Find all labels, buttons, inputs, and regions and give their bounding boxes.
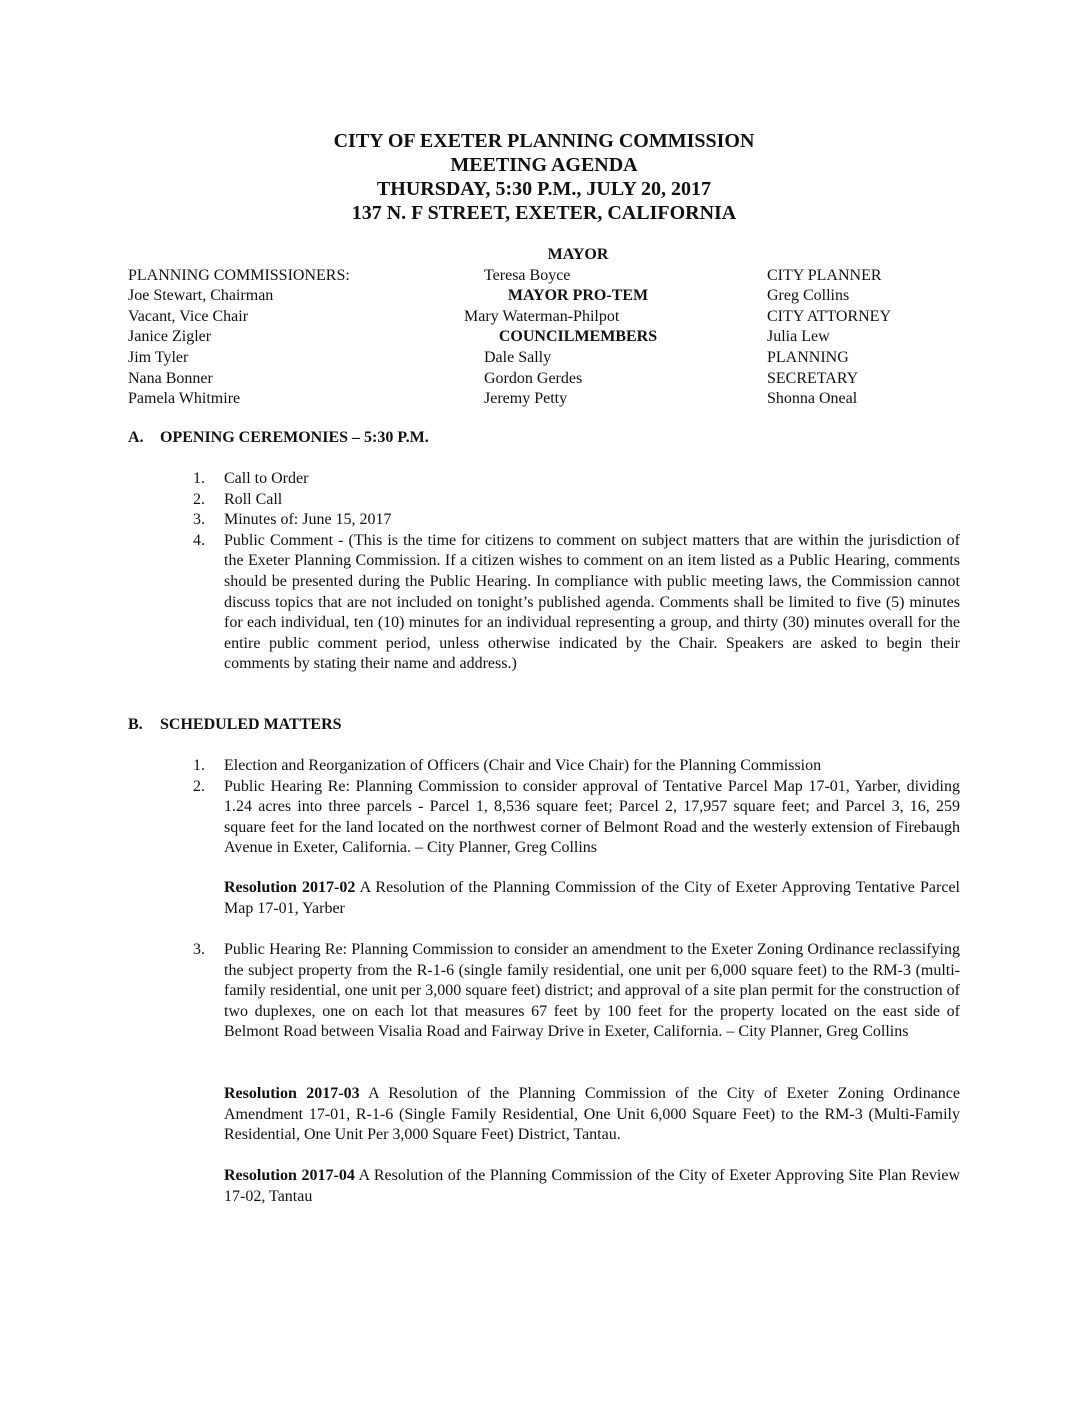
section-b-list-1 [193, 756, 960, 859]
list-item [193, 940, 960, 1043]
item-number: 2. [193, 490, 205, 508]
item-number: 1. [193, 757, 205, 774]
section-b-heading [128, 716, 342, 734]
item-text: Public Comment - (This is the time for citizens to comment on subject matters that are within the jurisdiction of the Exeter Planning Commission. If a citizen wishes to comment on an item listed as a Public Hearing, comments should be presented during the Public Hearing. In compliance with public meeting laws, the Commission cannot discuss topics that are not included on tonight’s published agenda. Comments shall be limited to five (5) minutes for each individual, ten (10) minutes for an individual representing a group, and thirty (30) minutes overall for the entire public comment period, unless otherwise indicated by the Chair. Speakers are asked to begin their comments by stating their name and address.) [224, 531, 960, 673]
resolution-2017-04 [224, 1166, 960, 1207]
resolution-id: Resolution 2017-04 [224, 1167, 355, 1184]
section-letter: A. [128, 429, 144, 446]
staff-line: SECRETARY [767, 369, 859, 387]
staff-line: PLANNING [767, 348, 849, 366]
commissioner-name: Janice Zigler [128, 328, 212, 346]
council-column [448, 245, 748, 410]
item-number: 3. [193, 941, 205, 958]
item-text: Call to Order [224, 470, 309, 487]
staff-line: Shonna Oneal [767, 390, 858, 408]
title-line-4: 137 N. F STREET, EXETER, CALIFORNIA [351, 202, 737, 224]
commissioner-name: Nana Bonner [128, 369, 213, 387]
staff-line: CITY ATTORNEY [767, 307, 891, 325]
agenda-header [0, 129, 1088, 225]
resolution-id: Resolution 2017-03 [224, 1085, 360, 1102]
resolution-id: Resolution 2017-02 [224, 879, 356, 896]
staff-line: CITY PLANNER [767, 266, 882, 284]
section-a-list [193, 469, 960, 675]
item-number: 2. [193, 777, 205, 795]
item-text: Public Hearing Re: Planning Commission to consider an amendment to the Exeter Zoning Ordinance reclassifying the subject property from the R-1-6 (single family residential, one unit per 6,000 square feet) to the RM-3 (multi-family residential, one unit per 3,000 square feet) district; and approval of a site plan permit for the construction of two duplexes, one on each lot that measures 67 feet by 100 feet for the property located on the east side of Belmont Road between Visalia Road and Fairway Drive in Exeter, California. – City Planner, Greg Collins [224, 941, 960, 1041]
commissioners-heading: PLANNING COMMISSIONERS: [128, 266, 350, 284]
item-number: 1. [193, 470, 205, 487]
list-item [193, 531, 960, 675]
resolution-2017-03 [224, 1084, 960, 1146]
title-line-1: CITY OF EXETER PLANNING COMMISSION [333, 130, 755, 152]
resolution-text: A Resolution of the Planning Commission of the City of Exeter Approving Site Plan Review 17-02, Tantau [224, 1167, 960, 1205]
item-text: Roll Call [224, 490, 283, 508]
item-text: Public Hearing Re: Planning Commission to consider approval of Tentative Parcel Map 17-01, Yarber, dividing 1.24 acres into three parcels - Parcel 1, 8,536 square feet; Parcel 2, 17,957 square feet; and Parcel 3, 16, 259 square feet for the land located on the northwest corner of Belmont Road and the westerly extension of Firebaugh Avenue in Exeter, California. – City Planner, Greg Collins [224, 777, 960, 857]
pro-tem-name: Mary Waterman-Philpot [464, 307, 620, 325]
roster [128, 245, 968, 415]
staff-column [767, 266, 891, 410]
section-title: SCHEDULED MATTERS [160, 716, 342, 733]
mayor-heading: MAYOR [547, 246, 609, 263]
section-a-heading [128, 429, 429, 447]
commissioner-name: Joe Stewart, Chairman [128, 287, 274, 305]
section-letter: B. [128, 716, 143, 733]
mayor-name: Teresa Boyce [484, 266, 571, 284]
list-item [193, 777, 960, 859]
list-item [193, 510, 960, 531]
councilmember-name: Dale Sally [484, 348, 552, 366]
title-line-3: THURSDAY, 5:30 P.M., JULY 20, 2017 [376, 178, 712, 200]
list-item [193, 756, 960, 777]
list-item [193, 490, 960, 511]
staff-line: Greg Collins [767, 287, 850, 305]
item-number: 3. [193, 511, 205, 529]
councilmember-name: Jeremy Petty [484, 390, 568, 408]
council-heading: COUNCILMEMBERS [498, 328, 658, 346]
item-number: 4. [193, 531, 205, 549]
resolution-text: A Resolution of the Planning Commission of the City of Exeter Approving Tentative Parcel Map 17-01, Yarber [224, 879, 960, 917]
pro-tem-heading: MAYOR PRO-TEM [507, 287, 649, 305]
staff-line: Julia Lew [767, 328, 830, 346]
section-title: OPENING CEREMONIES – 5:30 P.M. [160, 429, 429, 446]
resolution-text: A Resolution of the Planning Commission of the City of Exeter Zoning Ordinance Amendment 17-01, R-1-6 (Single Family Residential, One Unit 6,000 Square Feet) to the RM-3 (Multi-Family Residential, One Unit Per 3,000 Square Feet) District, Tantau. [224, 1085, 960, 1144]
section-b-list-2 [193, 940, 960, 1043]
commissioner-name: Pamela Whitmire [128, 390, 241, 408]
list-item [193, 469, 960, 490]
commissioner-name: Jim Tyler [128, 348, 189, 366]
item-text: Election and Reorganization of Officers (Chair and Vice Chair) for the Planning Commission [224, 757, 822, 774]
item-text: Minutes of: June 15, 2017 [224, 511, 392, 529]
councilmember-name: Gordon Gerdes [484, 369, 583, 387]
commissioner-name: Vacant, Vice Chair [128, 307, 249, 325]
resolution-2017-02 [224, 878, 960, 919]
title-line-2: MEETING AGENDA [450, 154, 638, 176]
commissioners-column [128, 266, 350, 410]
